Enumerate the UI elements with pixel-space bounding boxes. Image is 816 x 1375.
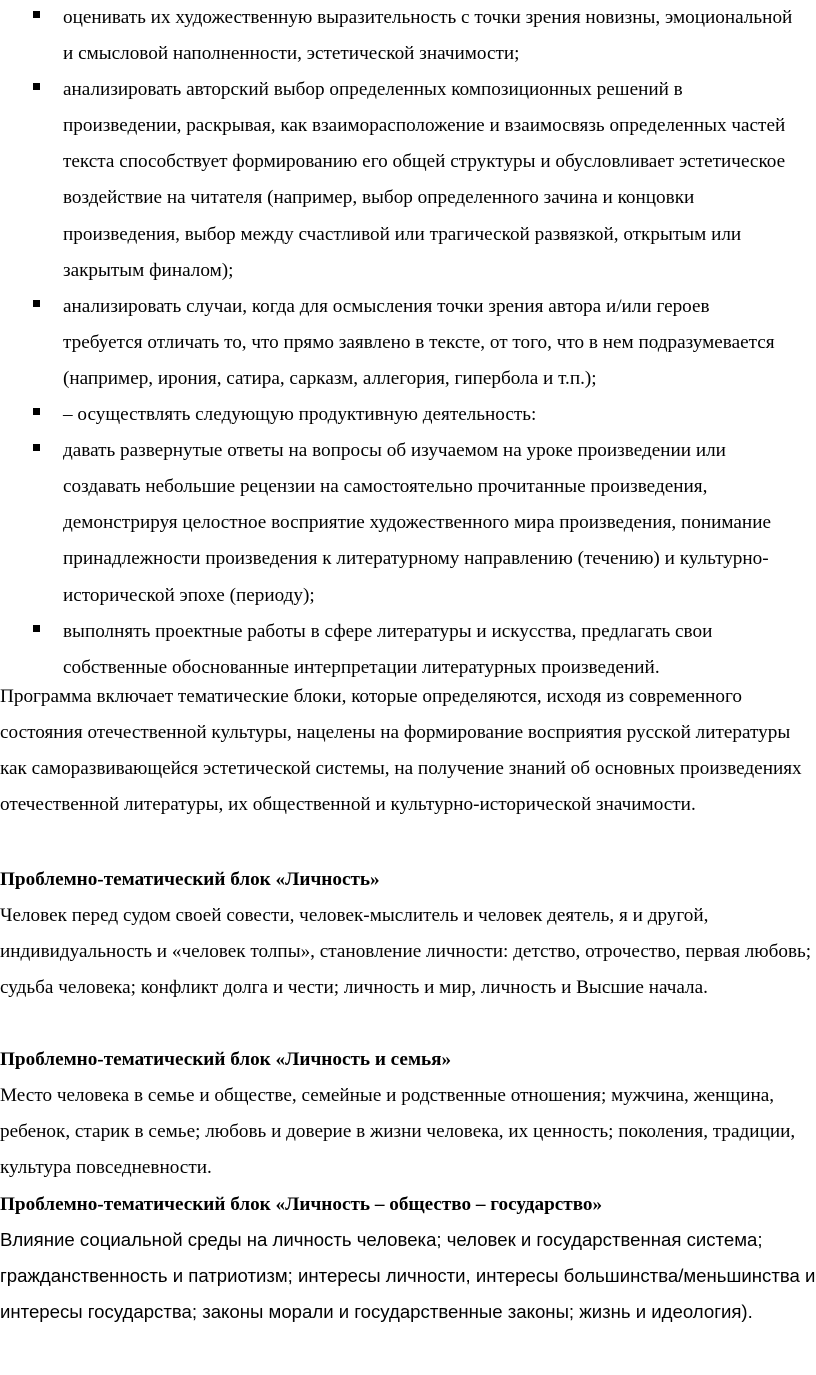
list-item-text: оценивать их художественную выразительность с точки зрения новизны, эмоциональной и смысловой наполненности, эстетической значимости;: [63, 7, 793, 65]
list-item: [0, 0, 816, 72]
section-body-society: Влияние социальной среды на личность человека; человек и государственная система; гражданственность и патриотизм; интересы личности, интересы большинства/меньшинства и интересы государства; законы морали и государственные законы; жизнь и идеология).: [0, 1229, 816, 1323]
list-item-text: – осуществлять следующую продуктивную деятельность:: [63, 404, 537, 426]
intro-paragraph: Программа включает тематические блоки, которые определяются, исходя из современного состояния отечественной культуры, нацелены на формирование восприятия русской литературы как саморазвивающейся эстетической системы, на получение знаний об основных произведениях отечественной литературы, их общественной и культурно-исторической значимости.: [0, 686, 802, 816]
list-item: [0, 72, 816, 289]
section-heading-personality: Проблемно-тематический блок «Личность»: [0, 869, 380, 890]
section-heading-society: Проблемно-тематический блок «Личность – общество – государство»: [0, 1194, 603, 1215]
list-item-text: анализировать авторский выбор определенных композиционных решений в произведении, раскрывая, как взаиморасположение и взаимосвязь определенных частей текста способствует формированию его общей структуры и обусловливает эстетическое воздействие на читателя (например, выбор определенного зачина и концовки произведения, выбор между счастливой или трагической развязкой, открытым или закрытым финалом);: [63, 79, 786, 281]
list-item: [0, 433, 816, 613]
square-bullet-icon: [33, 444, 40, 451]
section-body-personality: Человек перед судом своей совести, человек-мыслитель и человек деятель, я и другой, индивидуальность и «человек толпы», становление личности: детство, отрочество, первая любовь; судьба человека; конфликт долга и чести; личность и мир, личность и Высшие начала.: [0, 905, 812, 999]
square-bullet-icon: [33, 83, 40, 90]
list-item-text: анализировать случаи, когда для осмысления точки зрения автора и/или героев требуется отличать то, что прямо заявлено в тексте, от того, что в нем подразумевается (например, ирония, сатира, сарказм, аллегория, гипербола и т.п.);: [63, 295, 775, 389]
list-item: [0, 289, 816, 397]
section-heading-family: Проблемно-тематический блок «Личность и семья»: [0, 1049, 452, 1070]
list-item: [0, 397, 816, 433]
list-item-text: давать развернутые ответы на вопросы об изучаемом на уроке произведении или создавать небольшие рецензии на самостоятельно прочитанные произведения, демонстрируя целостное восприятие художественного мира произведения, понимание принадлежности произведения к литературному направлению (течению) и культурно-исторической эпохе (периоду);: [63, 440, 771, 606]
list-item-text: выполнять проектные работы в сфере литературы и искусства, предлагать свои собственные обоснованные интерпретации литературных произведений.: [63, 620, 713, 678]
square-bullet-icon: [33, 408, 40, 415]
section-body-family: Место человека в семье и обществе, семейные и родственные отношения; мужчина, женщина, ребенок, старик в семье; любовь и доверие в жизни человека, их ценность; поколения, традиции, культура повседневности.: [0, 1085, 796, 1179]
square-bullet-icon: [33, 625, 40, 632]
square-bullet-icon: [33, 11, 40, 18]
square-bullet-icon: [33, 300, 40, 307]
competency-list: [0, 0, 816, 686]
list-item: [0, 614, 816, 686]
